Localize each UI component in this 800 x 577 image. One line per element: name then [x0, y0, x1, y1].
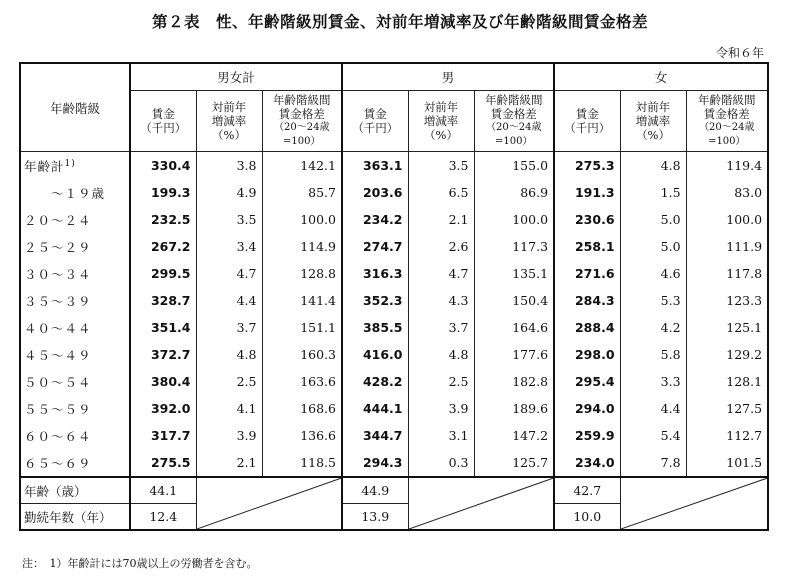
row-label — [20, 287, 130, 314]
wage-cell: 351.4 — [130, 314, 196, 341]
rate-cell: 3.4 — [196, 233, 262, 260]
sub-header-wage — [130, 91, 196, 152]
wage-cell: 299.5 — [130, 260, 196, 287]
gap-cell: 125.1 — [686, 314, 768, 341]
gap-cell: 100.0 — [262, 206, 342, 233]
wage-cell: 203.6 — [342, 179, 408, 206]
sub-header-line: （%） — [424, 128, 458, 142]
row-label-text: ５０～５４ — [24, 374, 92, 390]
gap-cell: 83.0 — [686, 179, 768, 206]
diagonal-line — [621, 478, 768, 529]
wage-cell: 330.4 — [130, 152, 196, 180]
sub-header-gap — [262, 91, 342, 152]
sub-header-line: =100） — [708, 136, 746, 147]
rate-cell: 4.3 — [408, 287, 474, 314]
gap-cell: 136.6 — [262, 422, 342, 449]
summary-row — [20, 477, 768, 504]
gap-cell: 114.9 — [262, 233, 342, 260]
rate-cell: 4.7 — [408, 260, 474, 287]
gap-cell: 135.1 — [474, 260, 554, 287]
rate-cell: 6.5 — [408, 179, 474, 206]
rate-cell: 3.1 — [408, 422, 474, 449]
sub-header-rate — [408, 91, 474, 152]
gap-cell: 147.2 — [474, 422, 554, 449]
rate-cell: 2.1 — [408, 206, 474, 233]
gap-cell: 86.9 — [474, 179, 554, 206]
wage-cell: 199.3 — [130, 179, 196, 206]
gap-cell: 189.6 — [474, 395, 554, 422]
rate-cell: 5.8 — [620, 341, 686, 368]
wage-cell: 234.0 — [554, 449, 620, 477]
sub-header-line: 賃金 — [575, 107, 599, 121]
wage-cell: 317.7 — [130, 422, 196, 449]
row-label — [20, 341, 130, 368]
sub-header-line: （千円） — [140, 121, 187, 135]
rate-cell: 2.6 — [408, 233, 474, 260]
rate-cell: 4.7 — [196, 260, 262, 287]
group-header-total: 男女計 — [130, 63, 342, 91]
summary-value: 10.0 — [554, 504, 620, 531]
rate-cell: 4.8 — [620, 152, 686, 180]
sub-header-gap — [686, 91, 768, 152]
footnote-marker: 1) — [64, 158, 76, 169]
row-label — [20, 368, 130, 395]
wage-cell: 444.1 — [342, 395, 408, 422]
row-label-text: ３５～３９ — [24, 293, 92, 309]
wage-cell: 284.3 — [554, 287, 620, 314]
era-label: 令和６年 — [715, 46, 764, 60]
summary-value: 13.9 — [342, 504, 408, 531]
sub-header-line: 増減率 — [211, 114, 247, 128]
wage-cell: 295.4 — [554, 368, 620, 395]
table-row — [20, 314, 768, 341]
gap-cell: 125.7 — [474, 449, 554, 477]
wage-cell: 298.0 — [554, 341, 620, 368]
sub-header-line: =100） — [283, 136, 321, 147]
wage-cell: 275.3 — [554, 152, 620, 180]
row-label-text: ６０～６４ — [24, 428, 92, 444]
row-label-header: 年齢階級 — [20, 63, 130, 152]
rate-cell: 3.9 — [196, 422, 262, 449]
wage-cell: 191.3 — [554, 179, 620, 206]
gap-cell: 112.7 — [686, 422, 768, 449]
table-row — [20, 395, 768, 422]
wage-cell: 316.3 — [342, 260, 408, 287]
wage-cell: 271.6 — [554, 260, 620, 287]
row-label — [20, 395, 130, 422]
sub-header-line: 賃金格差 — [490, 107, 537, 121]
sub-header-line: 年齢階級間 — [485, 93, 543, 107]
gap-cell: 111.9 — [686, 233, 768, 260]
wage-cell: 328.7 — [130, 287, 196, 314]
rate-cell: 4.8 — [408, 341, 474, 368]
gap-cell: 117.3 — [474, 233, 554, 260]
diagonal-empty-cell — [620, 477, 768, 530]
sub-header-line: 賃金格差 — [703, 107, 750, 121]
wage-table — [19, 62, 769, 531]
row-label — [20, 449, 130, 477]
row-label-text: ４０～４４ — [24, 320, 92, 336]
table-row — [20, 179, 768, 206]
rate-cell: 5.4 — [620, 422, 686, 449]
rate-cell: 3.7 — [408, 314, 474, 341]
wage-cell: 392.0 — [130, 395, 196, 422]
gap-cell: 155.0 — [474, 152, 554, 180]
sub-header-line: （20～24歳 — [699, 122, 755, 133]
diagonal-line — [409, 478, 554, 529]
row-label-text: ２０～２４ — [24, 212, 92, 228]
rate-cell: 4.9 — [196, 179, 262, 206]
row-label: 年齢（歳） — [20, 477, 130, 504]
row-label-text: ５５～５９ — [24, 401, 92, 417]
table-title: 第２表 性、年齢階級別賃金、対前年増減率及び年齢階級間賃金格差 — [151, 13, 648, 31]
row-label — [20, 206, 130, 233]
rate-cell: 4.8 — [196, 341, 262, 368]
table-row — [20, 233, 768, 260]
wage-cell: 258.1 — [554, 233, 620, 260]
gap-cell: 150.4 — [474, 287, 554, 314]
gap-cell: 119.4 — [686, 152, 768, 180]
gap-cell: 100.0 — [686, 206, 768, 233]
rate-cell: 7.8 — [620, 449, 686, 477]
row-label — [20, 260, 130, 287]
age-body — [20, 477, 768, 530]
gap-cell: 151.1 — [262, 314, 342, 341]
rate-cell: 3.3 — [620, 368, 686, 395]
sub-header-line: 賃金格差 — [278, 107, 325, 121]
sub-header-line: （%） — [636, 128, 670, 142]
wage-cell: 372.7 — [130, 341, 196, 368]
gap-cell: 160.3 — [262, 341, 342, 368]
summary-value: 12.4 — [130, 504, 196, 531]
group-header-male: 男 — [342, 63, 554, 91]
wage-cell: 428.2 — [342, 368, 408, 395]
data-body — [20, 152, 768, 478]
table-row — [20, 422, 768, 449]
gap-cell: 128.8 — [262, 260, 342, 287]
rate-cell: 4.2 — [620, 314, 686, 341]
row-label-text: ４５～４９ — [24, 347, 92, 363]
gap-cell: 142.1 — [262, 152, 342, 180]
gap-cell: 163.6 — [262, 368, 342, 395]
wage-cell: 230.6 — [554, 206, 620, 233]
row-label — [20, 179, 130, 206]
summary-value: 44.9 — [342, 477, 408, 504]
gap-cell: 177.6 — [474, 341, 554, 368]
row-label: 勤続年数（年） — [20, 504, 130, 531]
table-row — [20, 152, 768, 180]
rate-cell: 4.6 — [620, 260, 686, 287]
sub-header-line: 対前年 — [635, 100, 671, 114]
wage-cell: 352.3 — [342, 287, 408, 314]
rate-cell: 3.7 — [196, 314, 262, 341]
gap-cell: 101.5 — [686, 449, 768, 477]
sub-header-row — [20, 91, 768, 152]
rate-cell: 5.0 — [620, 233, 686, 260]
wage-cell: 259.9 — [554, 422, 620, 449]
gap-cell: 129.2 — [686, 341, 768, 368]
gap-cell: 118.5 — [262, 449, 342, 477]
wage-cell: 232.5 — [130, 206, 196, 233]
gap-cell: 128.1 — [686, 368, 768, 395]
row-label — [20, 233, 130, 260]
sub-header-line: 対前年 — [423, 100, 459, 114]
gap-cell: 85.7 — [262, 179, 342, 206]
diagonal-line — [197, 478, 342, 529]
wage-cell: 288.4 — [554, 314, 620, 341]
rate-cell: 3.9 — [408, 395, 474, 422]
sub-header-line: 年齢階級間 — [273, 93, 331, 107]
gap-cell: 123.3 — [686, 287, 768, 314]
sub-header-line: 対前年 — [211, 100, 247, 114]
rate-cell: 4.4 — [620, 395, 686, 422]
sub-header-line: =100） — [495, 136, 533, 147]
wage-cell: 385.5 — [342, 314, 408, 341]
wage-cell: 294.0 — [554, 395, 620, 422]
sub-header-gap — [474, 91, 554, 152]
wage-cell: 274.7 — [342, 233, 408, 260]
sub-header-line: （千円） — [564, 121, 611, 135]
wage-cell: 275.5 — [130, 449, 196, 477]
sub-header-line: 賃金 — [363, 107, 387, 121]
rate-cell: 2.5 — [196, 368, 262, 395]
table-row — [20, 287, 768, 314]
wage-cell: 344.7 — [342, 422, 408, 449]
row-label-text: ６５～６９ — [24, 455, 92, 471]
wage-cell: 380.4 — [130, 368, 196, 395]
sub-header-line: （%） — [212, 128, 246, 142]
sub-header-line: 増減率 — [635, 114, 671, 128]
sub-header-wage — [554, 91, 620, 152]
rate-cell: 3.5 — [196, 206, 262, 233]
row-label — [20, 152, 130, 180]
sub-header-line: 増減率 — [423, 114, 459, 128]
table-row — [20, 260, 768, 287]
sub-header-line: （20～24歳 — [274, 122, 330, 133]
wage-cell: 416.0 — [342, 341, 408, 368]
row-label — [20, 314, 130, 341]
wage-cell: 234.2 — [342, 206, 408, 233]
wage-cell: 294.3 — [342, 449, 408, 477]
rate-cell: 2.1 — [196, 449, 262, 477]
gap-cell: 168.6 — [262, 395, 342, 422]
rate-cell: 3.8 — [196, 152, 262, 180]
row-label-text: ３０～３４ — [24, 266, 92, 282]
sub-header-line: 賃金 — [151, 107, 175, 121]
sub-header-line: （千円） — [352, 121, 399, 135]
row-label-text: 年齢計 — [24, 158, 65, 174]
gap-cell: 182.8 — [474, 368, 554, 395]
summary-value: 42.7 — [554, 477, 620, 504]
group-header-female: 女 — [554, 63, 768, 91]
table-row — [20, 368, 768, 395]
row-label — [20, 422, 130, 449]
wage-cell: 267.2 — [130, 233, 196, 260]
gap-cell: 100.0 — [474, 206, 554, 233]
sub-header-rate — [196, 91, 262, 152]
diagonal-empty-cell — [408, 477, 554, 530]
rate-cell: 2.5 — [408, 368, 474, 395]
table-row — [20, 449, 768, 477]
diagonal-empty-cell — [196, 477, 342, 530]
sub-header-rate — [620, 91, 686, 152]
sub-header-line: （20～24歳 — [486, 122, 542, 133]
gap-cell: 164.6 — [474, 314, 554, 341]
sub-header-wage — [342, 91, 408, 152]
gap-cell: 117.8 — [686, 260, 768, 287]
table-row — [20, 206, 768, 233]
rate-cell: 3.5 — [408, 152, 474, 180]
rate-cell: 4.1 — [196, 395, 262, 422]
gap-cell: 127.5 — [686, 395, 768, 422]
gap-cell: 141.4 — [262, 287, 342, 314]
footnote: 注： 1）年齢計には70歳以上の労働者を含む。 — [22, 557, 258, 570]
rate-cell: 5.3 — [620, 287, 686, 314]
row-label-text: ～１９歳 — [51, 185, 106, 201]
rate-cell: 0.3 — [408, 449, 474, 477]
rate-cell: 4.4 — [196, 287, 262, 314]
row-label-text: ２５～２９ — [24, 239, 92, 255]
rate-cell: 1.5 — [620, 179, 686, 206]
wage-cell: 363.1 — [342, 152, 408, 180]
summary-value: 44.1 — [130, 477, 196, 504]
rate-cell: 5.0 — [620, 206, 686, 233]
sub-header-line: 年齢階級間 — [698, 93, 756, 107]
table-row — [20, 341, 768, 368]
